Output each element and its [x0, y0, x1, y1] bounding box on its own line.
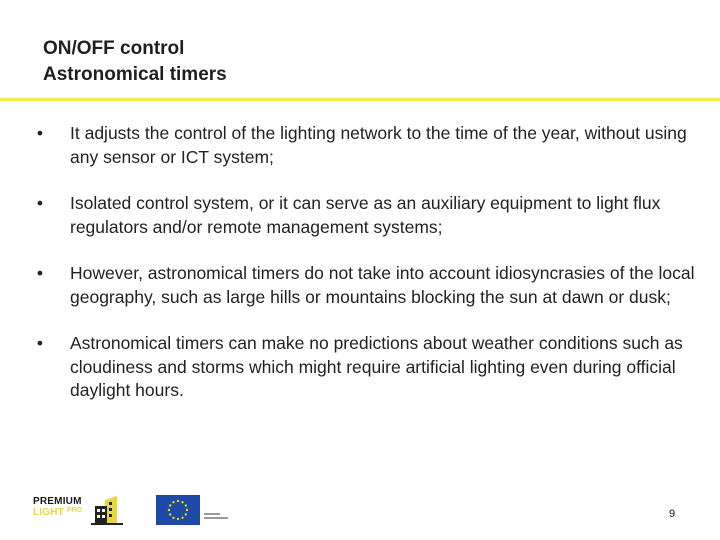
bullet-dot: •: [36, 333, 44, 353]
premium-light-pro-logo: [33, 494, 125, 526]
bullet-text: It adjusts the control of the lighting network to the time of the year, without using any sensor or ICT system;: [70, 123, 687, 167]
logo-word-premium: PREMIUM: [33, 496, 82, 507]
eu-funding-logo: [156, 495, 232, 525]
slide-title: [43, 36, 227, 88]
title-divider: [0, 98, 720, 101]
bullet-item: [30, 192, 700, 239]
bullet-dot: •: [36, 193, 44, 213]
eu-flag-icon: [156, 495, 232, 525]
bullet-text: However, astronomical timers do not take into account idiosyncrasies of the local geography, such as large hills or mountains blocking the sun at dawn or dusk;: [70, 263, 695, 307]
bullet-text: Isolated control system, or it can serve as an auxiliary equipment to light flux regulators and/or remote management systems;: [70, 193, 661, 237]
bullet-text: Astronomical timers can make no predictions about weather conditions such as cloudiness and storms which might require artificial lighting even during official daylight hours.: [70, 333, 683, 400]
bullet-item: [30, 332, 700, 403]
building-icon: [91, 494, 125, 526]
slide-title-line-2: Astronomical timers: [43, 64, 227, 85]
page-number: 9: [668, 508, 676, 520]
bullet-list: [30, 122, 700, 403]
bullet-item: [30, 122, 700, 169]
bullet-dot: •: [36, 263, 44, 283]
logo-word-pro: PRO: [67, 507, 83, 514]
slide-title-line-1: ON/OFF control: [43, 38, 185, 59]
bullet-dot: •: [36, 123, 44, 143]
bullet-item: [30, 262, 700, 309]
logo-word-light: LIGHT: [33, 507, 64, 518]
